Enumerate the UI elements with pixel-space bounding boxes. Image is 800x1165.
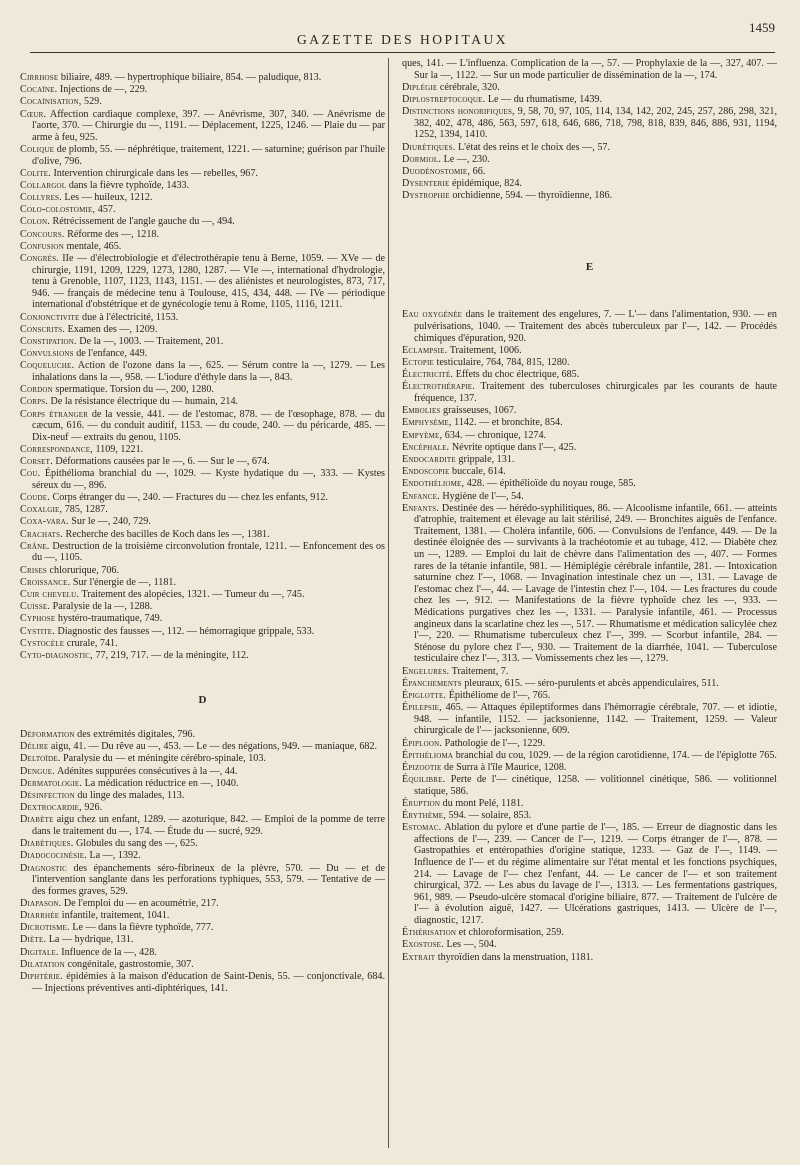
index-entry [402,442,777,454]
index-entry [402,478,777,490]
index-entry [402,417,777,429]
index-entry-headword: Dicrotisme. [20,922,70,934]
index-entry [402,491,777,503]
index-entry-headword: Convulsions [20,348,74,360]
index-entry-text: Le — dans la fièvre typhoïde, 777. [69,922,214,934]
index-entry-text: orchidienne, 594. — thyroïdienne, 186. [449,190,613,202]
index-entry-headword: Empyème, [402,429,443,441]
index-section-d [20,729,385,994]
index-entry-text: Névrite optique dans l'—, 425. [449,441,577,453]
index-entry-text: du linge des malades, 113. [74,790,185,801]
index-entry-text: Pathologie de l'—, 1229. [442,737,546,749]
index-entry-text: Sur l'énergie de —, 1181. [70,576,176,588]
index-entry-headword: Diabète [20,814,54,826]
column-divider [388,58,389,1148]
index-entry [20,516,385,528]
index-entry [402,798,777,810]
index-entry [402,178,777,190]
index-entry [402,106,777,141]
index-entry-text: Rétrécissement de l'angle gauche du —, 494. [49,216,235,228]
index-entry-text: dans le traitement des engelures, 7. — L'— dans l'alimentation, 930. — en pulvérisations, 1040. — Traitement des abcès tuberculeux par l'—, 142. — Procédés chimiques d'épuration, 920. [414,309,777,344]
index-entry-headword: Diplégie [402,81,438,93]
index-entry-headword: Dermatologie. [20,777,83,789]
index-entry [20,613,385,625]
index-entry-headword: Embolies [402,405,441,417]
index-entry-text: chlorurique, 706. [47,564,119,576]
index-entry-text: Diagnostic des fausses —, 112. — hémorragique grippale, 533. [55,625,315,637]
index-entry-text: pleuraux, 615. — séro-purulents et abcès appendiculaires, 511. [461,677,719,689]
index-entry-headword: Ectopie [402,357,434,369]
index-entry-headword: Diète. [20,934,47,946]
index-entry-text: Le — du rhumatisme, 1439. [485,93,603,105]
index-entry-headword: Endocardite [402,453,456,465]
index-entry-text: Affection cardiaque complexe, 397. — Anévrisme, 307, 340. — Anévrisme de l'aorte, 370. — Chirurgie du —, 1191. — Déplacement, 1225, 1246. — Plaie du — par arme à feu, 925. [32,108,385,143]
index-entry-text: mentale, 465. [63,240,122,252]
index-entry-text: Traitement, 1006. [447,344,522,356]
index-entry-text: La — hydrique, 131. [46,934,134,946]
index-entry-headword: Épilepsie, [402,702,442,714]
index-entry [402,810,777,822]
index-entry-text: ques, 141. — L'influenza. Complication de la —, 57. — Prophylaxie de la —, 327, 407. — Sur la —, 1122. — Sur un mode particulier de dissémination de la —, 174. [402,58,777,81]
index-entry-headword: Corps étranger [20,408,89,420]
index-entry-text: 1142. — et bronchite, 854. [451,417,563,429]
index-entry [20,253,385,311]
index-entry-text: Recherche des bacilles de Koch dans les —, 1381. [62,528,270,540]
index-entry [20,626,385,638]
index-entry-headword: Délire [20,741,49,753]
index-entry-headword: Dengue. [20,765,55,777]
index-entry-text: Examen des —, 1209. [65,323,158,335]
index-entry [402,405,777,417]
right-column [402,58,777,964]
index-entry-text: aigu, 41. — Du rêve au —, 453. — Le — des négations, 949. — maniaque, 682. [48,741,378,753]
index-entry-headword: Enfance. [402,490,440,502]
index-entry [20,180,385,192]
index-entry-text: Déformations causées par le —, 6. — Sur le —, 674. [52,456,270,468]
index-entry-text: Épithéliome de l'—, 765. [446,689,551,701]
index-entry-text: dans la fièvre typhoïde, 1433. [66,179,190,191]
index-entry-headword: Dextrocardie, [20,802,82,814]
index-entry [20,192,385,204]
index-entry [20,204,385,216]
index-entry-headword: Encéphale. [402,441,450,453]
index-entry [402,58,777,81]
index-entry-headword: Distinctions honorifiques, [402,106,515,118]
index-entry-headword: Cordon [20,384,53,396]
index-entry-text: 428. — épithélioïde du noyau rouge, 585. [464,478,636,490]
index-entry [402,690,777,702]
index-entry-text: Action de l'ozone dans la —, 625. — Sérum contre la —, 1279. — Les inhalations dans la —, 958. — L'iodure d'éthyle dans la —, 843. [32,360,385,383]
index-entry [402,666,777,678]
index-entry [402,774,777,797]
index-entry-text: Injections de —, 229. [57,84,148,96]
index-entry-text: 926. [81,802,103,814]
index-entry [20,814,385,837]
index-entry-headword: Concours. [20,228,65,240]
index-entry-text: 1109, 1221. [92,443,144,455]
index-entry-headword: Conscrits. [20,323,66,335]
index-entry [402,82,777,94]
index-entry-headword: Diapason. [20,897,62,909]
index-entry-headword: Épanchements [402,677,462,689]
index-section-d-continued [402,58,777,202]
index-entry-text: 634. — chronique, 1274. [442,429,547,441]
index-entry [20,456,385,468]
index-entry-text: congénitale, gastrostomie, 307. [64,958,194,970]
index-entry-headword: Eclampsie. [402,344,448,356]
index-entry-headword: Érythème, [402,810,446,822]
index-entry [20,577,385,589]
index-entry-text: De la —, 1003. — Traitement, 201. [76,335,224,347]
index-entry-text: branchial du cou, 1029. — de la région carotidienne, 174. — de l'épiglotte 765. [453,749,777,761]
index-entry-headword: Cœur. [20,108,47,120]
index-entry [20,850,385,862]
index-entry-text: De la résistance électrique du — humain, 214. [48,396,239,408]
index-entry [402,454,777,466]
index-entry-headword: Cocaïnisation, [20,96,82,108]
section-letter-e: E [585,260,594,273]
index-entry [402,503,777,665]
index-entry [402,927,777,939]
index-entry-headword: Crâne. [20,540,50,552]
index-entry-text: 529. [81,96,102,108]
index-entry-headword: Digitale. [20,946,59,958]
index-entry [20,802,385,814]
index-entry-text: thyroïdien dans la menstruation, 1181. [435,951,594,963]
index-entry [20,241,385,253]
index-entry [20,741,385,753]
index-entry [20,324,385,336]
index-entry-headword: Épizootie [402,761,442,773]
index-entry-headword: Collargol [20,179,67,191]
index-entry-text: de l'enfance, 449. [73,348,148,360]
index-entry [20,898,385,910]
index-entry-text: de plomb, 55. — néphrétique, traitement, 1221. — saturnine; guérison par l'huile d'olive, 796. [32,143,385,167]
index-entry-text: testiculaire, 764, 784, 815, 1280. [433,357,570,369]
index-entry-headword: Cuisse. [20,601,51,613]
index-entry [20,838,385,850]
index-entry [20,910,385,922]
index-entry-headword: Deltoïde. [20,753,61,765]
index-entry-headword: Estomac. [402,822,442,834]
index-entry-text: crurale, 741. [64,637,118,649]
index-entry [20,96,385,108]
index-entry-headword: Exostose. [402,939,444,951]
index-entry [402,466,777,478]
page-header [30,14,775,54]
index-entry-headword: Électrothérapie. [402,381,475,393]
index-entry-headword: Éthérisation [402,927,457,939]
left-column [20,72,385,995]
index-entry-headword: Endoscopie [402,466,450,478]
index-entry-headword: Diplostreptocoque. [402,93,486,105]
index-entry-headword: Équilibre. [402,774,446,786]
index-entry-headword: Diabétiques. [20,838,74,850]
index-entry-headword: Endothéliome, [402,478,465,490]
index-entry [402,762,777,774]
index-entry [20,168,385,180]
index-entry-headword: Épiploon. [402,737,443,749]
index-entry-text: infantile, traitement, 1041. [59,910,170,922]
index-entry-text: Traitement des tuberculoses chirurgicales par les courants de haute fréquence, 137. [414,381,777,404]
index-entry-headword: Coxalgie, [20,504,63,516]
index-entry-text: Globules du sang des —, 625. [73,838,198,850]
index-entry-text: La —, 1392. [86,850,141,862]
index-entry-headword: Dystrophie [402,190,450,202]
index-entry-text: buccale, 614. [449,466,506,478]
index-entry-headword: Diphtérie. [20,971,63,983]
index-entry-headword: Déformation [20,729,75,741]
index-entry [20,971,385,994]
index-entry-headword: Cirrhose [20,72,59,83]
index-entry-text: Ablation du pylore et d'une partie de l'—, 185. — Erreur de diagnostic dans les affections de l'—, 239. — Cancer de l'—, 1219. — Corps étranger de l'—, 878. — Gastropathies et entéropathies d'origine statique, 1233. — Gaz de l'—, 1149. — Influence de l'— et du régime alimentaire sur l'état mental et les fonctions psychiques, 214. — Lavage de l'— chez l'enfant, 44. — Le cancer de l'— et son traitement chirurgical, 372. — Les abus du lavage de l'—, 1313. — Les fermentations gastriques, 961, 989. — Pseudo-ulcère stomacal d'origine biliaire, 877. — Traitement de l'ulcère de l'— à évolution aiguë, 1427. — Ulcérations gastriques, 1413. — Ulcère de l'—, diagnostic, 1217. [414,822,777,926]
index-entry [402,142,777,154]
index-entry-headword: Diagnostic [20,862,68,874]
index-entry [20,492,385,504]
index-entry [402,952,777,964]
index-entry-headword: Emphysème, [402,417,452,429]
index-entry-headword: Colique [20,143,55,155]
index-entry-headword: Cystite. [20,625,55,637]
index-entry-headword: Dilatation [20,958,65,970]
index-entry [402,381,777,404]
index-entry-text: graisseuses, 1067. [440,405,517,417]
index-entry-text: Le —, 230. [441,153,490,165]
index-entry-headword: Désinfection [20,790,75,801]
index-entry-text: L'état des reins et le choix des —, 57. [455,141,610,153]
index-entry-text: 77, 219, 717. — de la méningite, 112. [92,649,249,661]
index-entry [20,778,385,790]
index-entry-text: Perte de l'— cinétique, 1258. — volitionnel cinétique, 586. — volitionnel statique, 586. [414,774,777,797]
index-entry [402,369,777,381]
index-entry [402,345,777,357]
index-entry [20,84,385,96]
index-entry [402,702,777,737]
section-letter-d: D [198,694,207,707]
index-entry-text: aigu chez un enfant, 1289. — azoturique, 842. — Emploi de la pomme de terre dans le traitement du —, 174. — Étude du — sucré, 929. [32,814,385,837]
index-entry-headword: Conjonctivite [20,311,80,323]
index-entry-text: biliaire, 489. — hypertrophique biliaire, 854. — paludique, 813. [58,72,322,83]
index-entry [20,348,385,360]
index-entry-text: Destruction de la troisième circonvolution frontale, 1211. — Enfoncement des os du —, 1105. [32,540,385,564]
index-entry-text: Effets du choc électrique, 685. [453,369,580,381]
index-entry [20,650,385,662]
index-entry [402,430,777,442]
index-entry [402,822,777,926]
index-entry [20,360,385,383]
index-entry [402,94,777,106]
index-entry-headword: Colite. [20,167,51,179]
index-entry [402,750,777,762]
index-entry-text: des épanchements séro-fibrineux de la plèvre, 570. — Du — et de l'intervention sanglante dans les perforations typhiques, 553, 579. — Tentative de — des formes graves, 529. [32,862,385,897]
index-entry-headword: Correspondance, [20,443,93,455]
index-entry [20,589,385,601]
index-entry [20,409,385,444]
index-entry [20,790,385,802]
index-entry-headword: Congrès. [20,253,59,265]
index-entry [20,565,385,577]
index-entry [20,863,385,898]
index-entry-text: Paralysie de la —, 1288. [50,601,153,613]
index-entry-text: Destinée des — hérédo-syphilitiques, 86. — Alcoolisme infantile, 661. — atteints d'atrophie, traitement et élevage au lait stérilisé, 249. — Bronchites aiguës de l'enfance. Traitement, 1381. — Choléra infantile, 606. — Convulsions de l'enfance, 449. — De la destinée éloignée des — survivants à la trachéotomie et au tubage, 412. — Diabète chez un —, 1289. — Emploi du lait de chèvre dans l'alimentation des —, 407. — Formes rares de la tétanie infantile, 981. — Hémiplégie cérébrale infantile, 281. — Intoxication saturnine chez l'—, 1068. — Invagination intestinale chez un —, 131. — Lavage de l'estomac chez l'—, 44. — Lavage de l'intestin chez l'—, 104. — Les fractures du coude chez les —, 912. — Manifestations de la fièvre typhoïde chez les —, 933. — Médications purgatives chez les —, 1331. — Paralysie infantile, 461. — Processus angineux dans la scarlatine chez les —, 517. — Rhumatisme et médication salicylée chez l'—, 220. — Rhumatisme tuberculeux chez l'—, 399. — Scorbut infantile, 284. — Sténose du pylore chez l'—, 930. — Traitement de la diarrhée, 1041. — Tuberculose testiculaire chez l'—, 313. — Vomissements chez les —, 1279. [414,502,777,665]
index-entry-text: Paralysie du — et méningite cérébro-spinale, 103. [60,753,266,765]
index-entry-headword: Crachats. [20,528,63,540]
index-entry [402,166,777,178]
index-entry [20,729,385,741]
index-entry-headword: Crises [20,564,48,576]
index-entry-text: spermatique. Torsion du —, 200, 1280. [52,384,214,396]
index-entry [20,766,385,778]
index-entry [20,229,385,241]
index-entry [20,468,385,491]
index-entry [20,959,385,971]
index-entry-headword: Corset. [20,456,53,468]
index-entry-headword: Cyphose [20,613,56,625]
index-entry-headword: Épiglotte. [402,689,447,701]
index-entry-text: 66. [470,165,486,177]
index-entry [20,336,385,348]
index-section-c [20,72,385,661]
index-entry [20,504,385,516]
index-entry-text: Adénites suppurées consécutives à la —, 44. [54,765,238,777]
index-entry-headword: Croissance. [20,576,71,588]
index-entry-text: Corps étranger du —, 240. — Fractures du — chez les enfants, 912. [49,492,329,504]
index-entry-text: Réforme des —, 1218. [64,228,160,240]
index-entry-text: 457. [95,204,116,216]
index-entry-headword: Diarrhée [20,910,60,922]
index-entry-text: du mont Pelé, 1181. [440,797,524,809]
index-entry-headword: Coude. [20,492,50,504]
index-entry-headword: Colo-colostomie, [20,204,96,216]
index-entry-headword: Constipation. [20,335,77,347]
index-entry-headword: Corps. [20,396,48,408]
index-entry [20,922,385,934]
index-entry-text: Traitement des alopécies, 1321. — Tumeur du —, 745. [79,588,305,600]
index-entry-text: 9, 58, 70, 97, 105, 114, 134, 142, 202, 245, 257, 286, 298, 321, 382, 402, 478, 486, 563, 597, 618, 646, 686, 718, 798, 818, 839, 846, 886, 931, 1194, 1252, 1394, 1410. [414,106,777,141]
index-entry-headword: Colon. [20,216,50,228]
index-entry-headword: Coqueluche. [20,360,75,372]
index-entry [20,934,385,946]
index-entry-text: Les —, 504. [443,939,497,951]
running-title: GAZETTE DES HOPITAUX [297,32,508,47]
index-entry-headword: Épithélioma [402,749,454,761]
index-entry [20,444,385,456]
index-entry [20,529,385,541]
index-entry-text: Les — huileux, 1212. [61,192,153,204]
index-entry [20,216,385,228]
index-entry [20,396,385,408]
index-entry [402,678,777,690]
index-entry [402,309,777,344]
index-entry-headword: Collyres. [20,192,62,204]
index-entry-text: Sur le —, 240, 729. [68,516,151,528]
index-entry-headword: Dormiol. [402,153,442,165]
index-entry [20,541,385,564]
index-entry-headword: Engelures. [402,665,450,677]
index-entry [402,190,777,202]
index-entry-headword: Cou. [20,468,41,480]
index-entry-headword: Électricité. [402,369,454,381]
index-entry-headword: Enfants. [402,502,440,514]
index-entry-text: Influence de la —, 428. [58,946,157,958]
page-number: 1459 [749,20,775,35]
index-entry-text: De l'emploi du — en acoumétrie, 217. [61,897,219,909]
index-entry-headword: Éruption [402,797,441,809]
index-entry-text: Épithélioma branchial du —, 1029. — Kyste hydatique du —, 333. — Kystes séreux du —, 896. [32,468,385,491]
index-entry-text: Traitement, 7. [449,665,509,677]
index-entry [402,738,777,750]
index-entry-text: Hygiène de l'—, 54. [439,490,524,502]
index-entry [20,638,385,650]
index-entry [20,109,385,144]
index-entry-headword: Diadococinésie. [20,850,87,862]
index-entry-text: hystéro-traumatique, 749. [55,613,163,625]
index-entry-text: épidémique, 824. [449,178,522,190]
index-entry-headword: Cuir chevelu. [20,588,80,600]
index-entry-text: cérébrale, 320. [437,81,500,93]
index-entry-text: épidémies à la maison d'éducation de Saint-Denis, 55. — conjonctivale, 684. — Injections préventives anti-diphtériques, 141. [32,971,385,994]
index-entry [402,939,777,951]
index-entry [20,144,385,167]
index-entry-headword: Diurétiques. [402,141,456,153]
index-entry-text: de la vessie, 441. — de l'estomac, 878. — de l'œsophage, 878. — du cæcum, 616. — du conduit auditif, 1153. — du coude, 240. — du péricarde, 485. — Dix-neuf — extraits du genou, 1105. [32,408,385,443]
index-entry-text: de Surra à l'île Maurice, 1208. [441,761,567,773]
index-entry-headword: Coxa-vara. [20,516,69,528]
index-entry-text: IIe — d'électrobiologie et d'électrothérapie tenu à Berne, 1059. — XVe — de chirurgie, 1191, 1209, 1229, 1273, 1280, 1287. — VIe —, international d'hydrologie, tenu à Grenoble, 1107, 1123, 1143, 1151. — des aliénistes et neurologistes, 873, 717, 946. — français de médecine tenu à Toulouse, 415, 434, 448. — IVe — périodique international d'obstétrique et de gynécologie tenu à Rome, 1105, 1116, 1211. [32,253,385,311]
index-entry-headword: Cystocèle [20,637,65,649]
index-entry-text: et chloroformisation, 259. [456,927,564,939]
index-entry [402,154,777,166]
index-entry-text: due à l'électricité, 1153. [79,311,179,323]
index-entry [20,384,385,396]
index-entry [20,947,385,959]
index-entry-text: La médication réductrice en —, 1040. [82,777,239,789]
index-entry-headword: Dysenterie [402,178,450,190]
index-entry-headword: Eau oxygénée [402,309,463,321]
index-entry [20,753,385,765]
index-entry-text: Intervention chirurgicale dans les — rebelles, 967. [50,167,258,179]
index-entry-text: grippale, 131. [455,453,515,465]
index-entry [20,601,385,613]
index-entry-text: des extrémités digitales, 796. [74,729,195,741]
index-entry-headword: Confusion [20,240,64,252]
index-entry [20,312,385,324]
index-entry-text: 785, 1287. [62,504,108,516]
index-entry-headword: Cyto-diagnostic, [20,649,93,661]
index-entry-headword: Extrait [402,951,436,963]
index-entry-text: 594. — solaire, 853. [445,810,532,822]
index-entry [20,72,385,84]
index-entry [402,357,777,369]
index-entry-text: 465. — Attaques épileptiformes dans l'hémorragie cérébrale, 707. — et idiotie, 948. — infantile, 1152. — jacksonienne, 1142. — Traitement, 1259. — Valeur chirurgicale de l'— jacksonienne, 609. [414,702,777,737]
index-entry-headword: Cocaïne. [20,84,58,96]
header-rule [30,52,775,53]
index-section-e [402,309,777,963]
index-entry-headword: Duodénostomie, [402,165,471,177]
